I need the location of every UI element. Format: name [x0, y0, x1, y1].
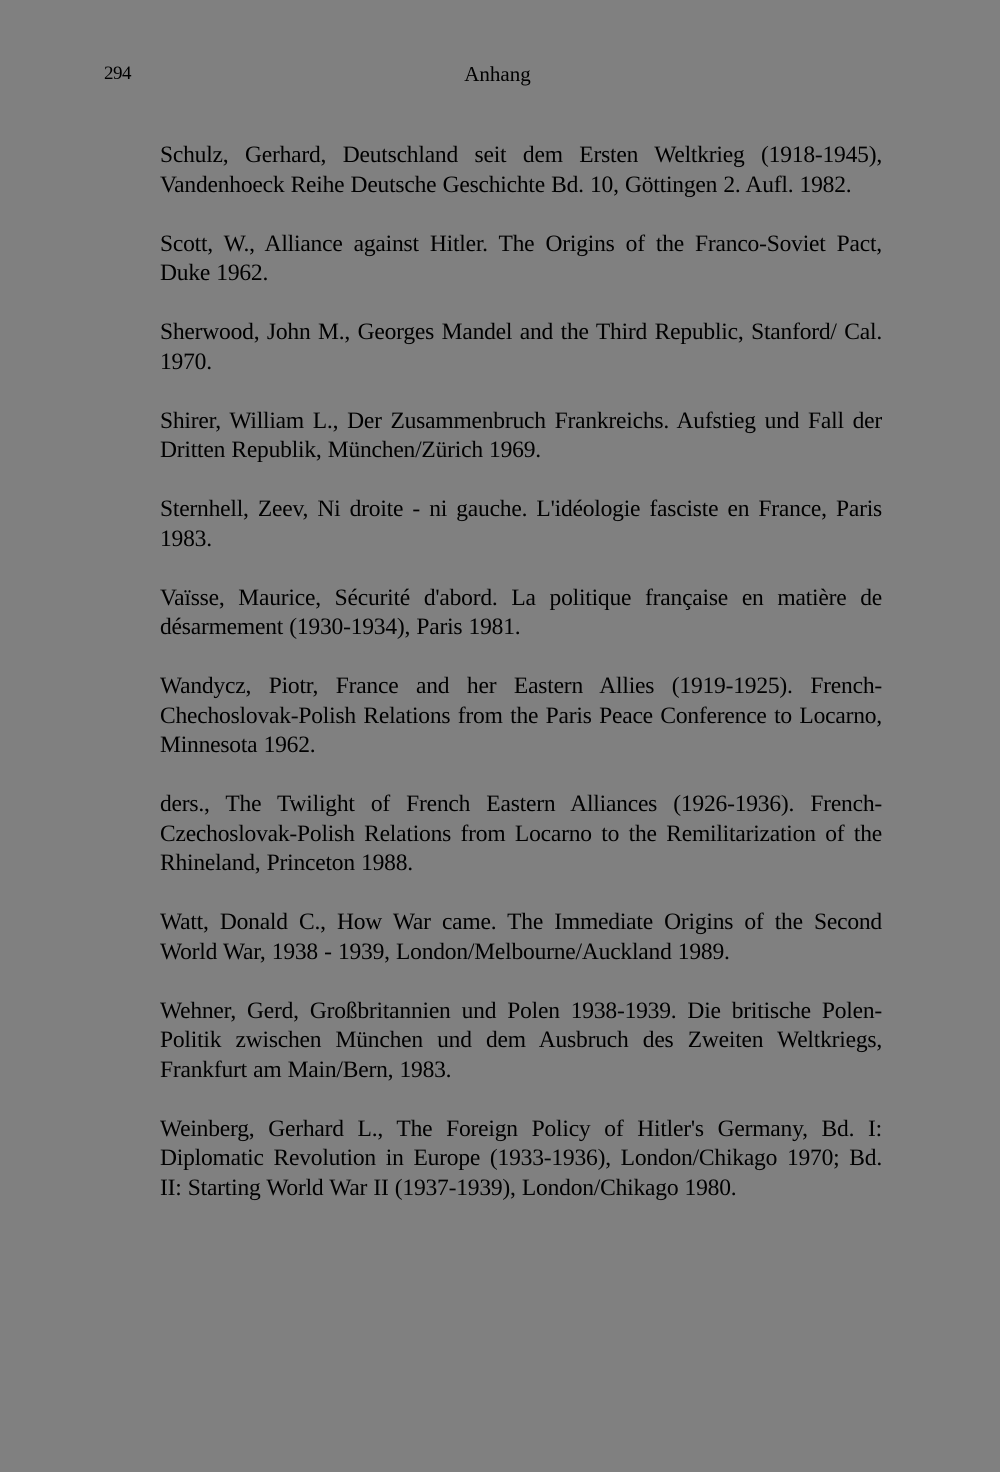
bibliography-entry-weinberg: Weinberg, Gerhard L., The Foreign Policy of Hitler's Germany, Bd. I: Diplomatic Revolution in Europe (1933-1936), London/Chikago 1970; Bd. II: Starting World War II (1937-1939), London/Chikago 1980.: [160, 1115, 882, 1201]
bibliography-list: [160, 141, 882, 1233]
running-head: Anhang: [464, 62, 531, 86]
bibliography-entry-wandycz-ders: ders., The Twilight of French Eastern Alliances (1926-1936). French-Czechoslovak-Polish Relations from Locarno to the Remilitarization of the Rhineland, Princeton 1988.: [160, 791, 882, 876]
bibliography-entry-scott: Scott, W., Alliance against Hitler. The Origins of the Franco-Soviet Pact, Duke 1962.: [160, 230, 882, 286]
bibliography-entry-vaisse: Vaïsse, Maurice, Sécurité d'abord. La politique française en matière de désarmement (1930-1934), Paris 1981.: [160, 584, 882, 640]
bibliography-entry-wehner: Wehner, Gerd, Großbritannien und Polen 1938-1939. Die britische Polen-Politik zwischen München und dem Ausbruch des Zweiten Weltkriegs, Frankfurt am Main/Bern, 1983.: [160, 997, 882, 1083]
bibliography-entry-shirer: Shirer, William L., Der Zusammenbruch Frankreichs. Aufstieg und Fall der Dritten Republik, München/Zürich 1969.: [160, 407, 882, 463]
page-number: 294: [104, 63, 131, 84]
bibliography-entry-wandycz: Wandycz, Piotr, France and her Eastern Allies (1919-1925). French-Chechoslovak-Polish Relations from the Paris Peace Conference to Locarno, Minnesota 1962.: [160, 673, 882, 758]
bibliography-entry-schulz: Schulz, Gerhard, Deutschland seit dem Ersten Weltkrieg (1918-1945), Vandenhoeck Reihe Deutsche Geschichte Bd. 10, Göttingen 2. Aufl. 1982.: [160, 142, 882, 198]
bibliography-entry-watt: Watt, Donald C., How War came. The Immediate Origins of the Second World War, 1938 - 1939, London/Melbourne/Auckland 1989.: [160, 909, 882, 965]
bibliography-entry-sternhell: Sternhell, Zeev, Ni droite - ni gauche. L'idéologie fasciste en France, Paris 1983.: [160, 496, 882, 552]
bibliography-entry-sherwood: Sherwood, John M., Georges Mandel and the Third Republic, Stanford/ Cal. 1970.: [160, 319, 882, 375]
